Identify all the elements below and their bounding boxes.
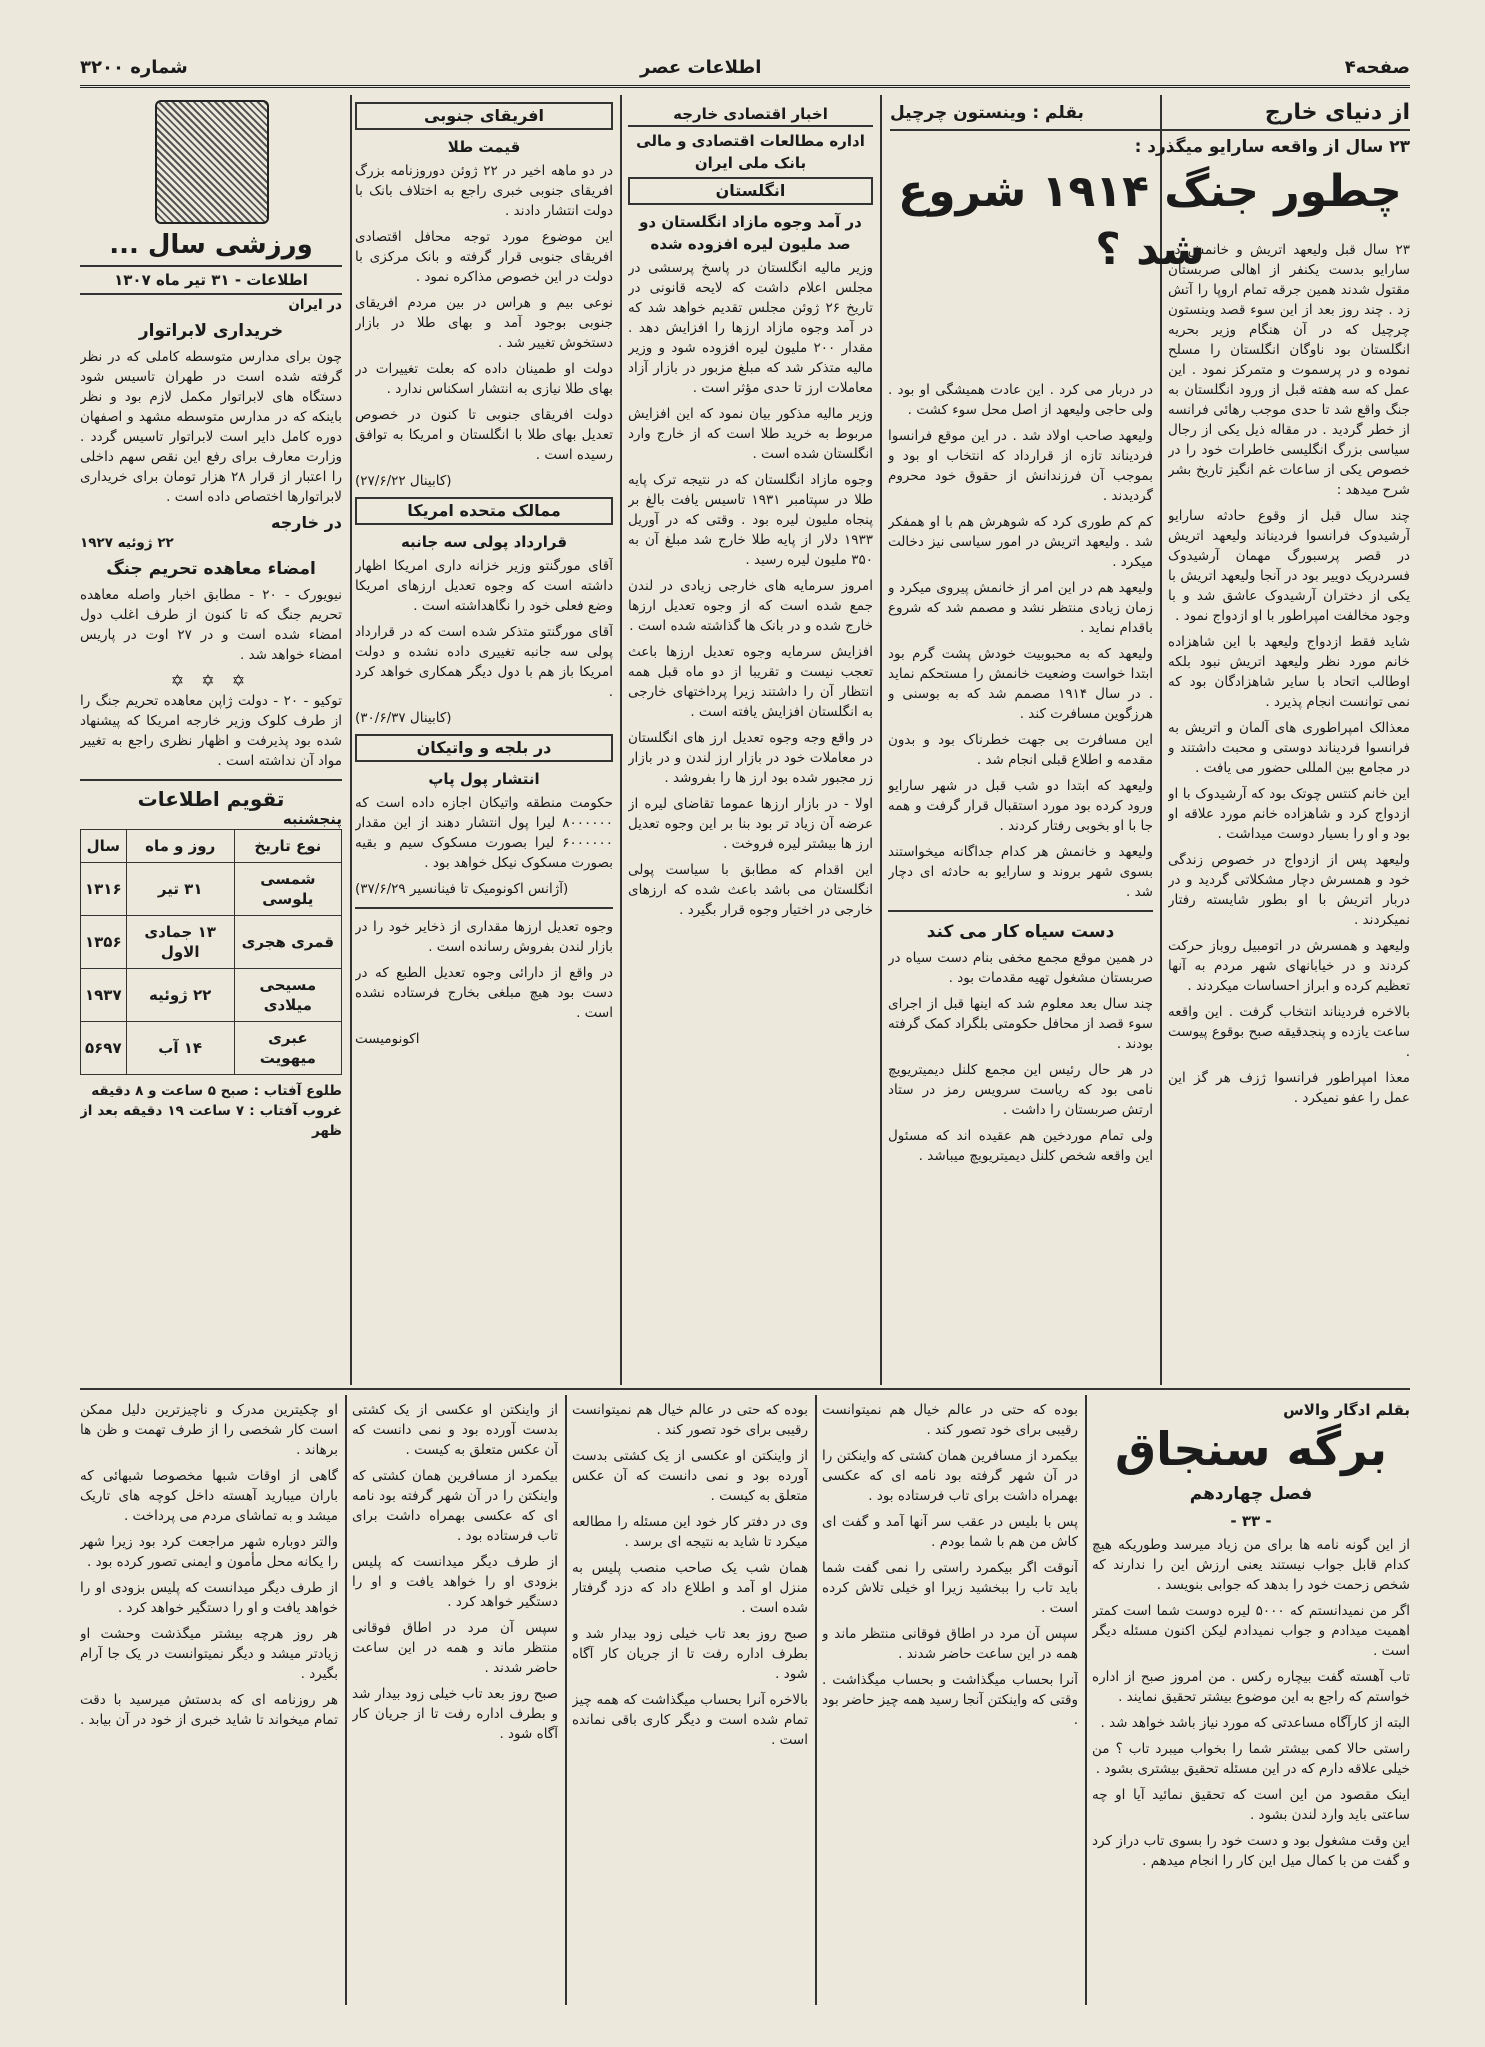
article-headline: چطور جنگ ۱۹۱۴ شروع شد ؟: [898, 166, 1402, 275]
paragraph: چند سال بعد معلوم شد که اینها قبل از اجرای سوء قصد از محافل حکومتی بلگراد کمک گرفته بودند .: [888, 996, 1153, 1052]
table-cell: ۱۹۳۷: [81, 969, 127, 1022]
serial-author: بقلم ادگار والاس: [1283, 1401, 1410, 1419]
paragraph: توکیو - ۲۰ - دولت ژاپن معاهده تحریم جنگ را از طرف کلوک وزیر خارجه امریکا که پیشنهاد شده بود پذیرفت و اظهار نظری راجع به تغییر مواد آن نداشته است .: [80, 693, 342, 769]
paragraph: چند سال قبل از وقوع حادثه سارایو آرشیدوک فرانسوا فردیناند ولیعهد اتریش در قصر پرسبورگ مهمان آرشیدوک فسردریک دوییر بود در آنجا ولیعهد اتریش با یکی از دختران آرشیدوک عاشق شد و با وجود مخالفت امپراطور با او ازدواج نمود .: [1168, 508, 1410, 624]
table-cell: ۲۲ ژوئیه: [126, 969, 234, 1022]
sunset-time: غروب آفتاب : ۷ ساعت ۱۹ دقیقه بعد از ظهر: [80, 1103, 342, 1139]
paragraph: آنرا بحساب میگذاشت و بحساب میگذاشت . وقتی که واینکتن آنجا رسید همه چیز حاضر بود .: [822, 1672, 1078, 1728]
paragraph: آقای مورگنتو متذکر شده است که در قرارداد پولی سه جانبه تغییری داده نشده و دولت امریکا باز هم با دول دیگر همکاری خواهد کرد .: [355, 624, 613, 700]
calendar-title: تقویم اطلاعات: [137, 787, 285, 811]
paragraph: هر روزنامه ای که بدستش میرسید با دقت تمام میخواند تا شاید خبری از خود در آن بیابد .: [80, 1692, 338, 1728]
table-row: [81, 1022, 342, 1075]
table-cell: عبری میهویت: [234, 1022, 341, 1075]
archive-column: [80, 225, 342, 1385]
article-headline: خریداری لابراتوار: [138, 321, 284, 341]
paragraph: از واینکتن او عکسی از یک کشتی بدست آورده بود و نمی دانست که آن عکس متعلق به کیست .: [352, 1402, 558, 1458]
table-cell: ۱۳ جمادی الاول: [126, 916, 234, 969]
paragraph: بیکمرد از مسافرین همان کشتی که واینکتن را در آن شهر گرفته بود نامه ای که عکسی بهمراه داشت برای تاب فرستاده بود .: [822, 1448, 1078, 1504]
country-label: در بلجه و واتیکان: [355, 734, 613, 762]
paragraph: بالاخره آنرا بحساب میگذاشت که همه چیز تمام شده است و دیگر کاری باقی نمانده است .: [572, 1692, 808, 1748]
paragraph: از طرف دیگر میدانست که پلیس بزودی او را خواهد یافت و او را دستگیر خواهد کرد .: [80, 1580, 338, 1616]
source-note: (کابینال ۳۰/۶/۳۷): [355, 710, 452, 726]
paragraph: از طرف دیگر میدانست که پلیس بزودی او را خواهد یافت و او را دستگیر خواهد کرد .: [352, 1554, 558, 1610]
churchill-column-1: [1168, 240, 1410, 1380]
paragraph: سپس آن مرد در اطاق فوقانی منتظر ماند و همه در این ساعت حاضر شدند .: [822, 1626, 1078, 1662]
article-headline: در آمد وجوه مازاد انگلستان دو صد ملیون لیره افزوده شده: [639, 213, 862, 253]
paragraph: ولیعهد و همسرش در اتومبیل روباز حرکت کردند و در خیابانهای شهر مردم به آنها تعظیم کرده و ابراز احساسات میکردند .: [1168, 938, 1410, 994]
table-row: [81, 969, 342, 1022]
paragraph: در دربار می کرد . این عادت همیشگی او بود . ولی حاجی ولیعهد از اصل محل سوء کشت .: [888, 382, 1153, 418]
paragraph: حکومت منطقه واتیکان اجازه داده است که ۸۰۰۰۰۰۰ لیرا پول انتشار دهند از این مقدار ۶۰۰۰۰۰۰ لیرا بصورت مسکوک سیم و بقیه بصورت مسکوک نیکل خواهد بود .: [355, 795, 613, 871]
paragraph: بالاخره فردیناند انتخاب گرفت . این واقعه ساعت یازده و پنجدقیقه صبح بوقوع پیوست .: [1168, 1004, 1410, 1060]
economy-world-column: [355, 100, 613, 1380]
paragraph: نیویورک - ۲۰ - مطابق اخبار واصله معاهده تحریم جنگ که تا کنون از طرف اغلب دول امضاء شده است و در ۲۷ اوت در پاریس امضاء خواهد شد .: [80, 587, 342, 663]
paragraph: ۲۳ سال قبل ولیعهد اتریش و خانمش در سارایو بدست یکنفر از اهالی صربستان مقتول شدند همین جرقه تمام اروپا را آتش زد . چند روز بعد از این سوء قصد وینستون چرچیل که در آن هنگام وزیر بحریه انگلستان بود ناوگان انگلستان را مسلح نموده و در پرسموت و متمرکز نمود . این عمل که سه هفته قبل از ورود انگلستان به جنگ واقع شد تا حدی موجب رهائی فرانسه از خطر گردید . در مقاله ذیل یکی از رجال سیاسی بزرگ انگلیسی خاطرات خود را در خصوص یکی از ساعات غم انگیز تاریخ بشر شرح میدهد :: [1168, 242, 1410, 498]
table-row: [81, 863, 342, 916]
paragraph: در واقع از دارائی وجوه تعدیل الطبع که در دست بود هیچ مبلغی بخارج فرستاده نشده است .: [355, 965, 613, 1021]
section-title: اخبار اقتصادی خارجه: [628, 103, 873, 127]
paragraph: وی در دفتر کار خود این مسئله را مطالعه میکرد تا شاید به نتیجه ای برسد .: [572, 1514, 808, 1550]
serial-number: - ۳۳ -: [1230, 1512, 1272, 1530]
paragraph: تاب آهسته گفت بیچاره رکس . من امروز صبح از اداره خواستم که راجع به این موضوع بیشتر تحقیق نمایند .: [1092, 1669, 1410, 1705]
paragraph: هر روز هرچه بیشتر میگذشت وحشت او زیادتر میشد و دیگر نمیتوانست در یک جا آرام بگیرد .: [80, 1626, 338, 1682]
paragraph: این خانم کنتس چوتک بود که آرشیدوک با او ازدواج کرد و شاهزاده خانم مورد علاقه او بود و او را بسیار دوست میداشت .: [1168, 786, 1410, 842]
table-cell: ۵۶۹۷: [81, 1022, 127, 1075]
serial-column-4: [80, 1400, 338, 2005]
paragraph: ولیعهد هم در این امر از خانمش پیروی میکرد و زمان زیادی منتظر نشد و مصمم شد که شروع باقدام نماید .: [888, 580, 1153, 636]
country-label: افریقای جنوبی: [355, 102, 613, 130]
serial-column-2: [822, 1400, 1078, 2005]
page-number: صفحه۴: [1344, 57, 1410, 78]
article-headline: امضاء معاهده تحریم جنگ: [106, 559, 316, 579]
dateline: اطلاعات - ۳۱ تیر ماه ۱۳۰۷: [80, 265, 342, 295]
paragraph: از واینکتن او عکسی از یک کشتی بدست آورده بود و نمی دانست که آن عکس متعلق به کیست .: [572, 1448, 808, 1504]
paragraph: نوعی بیم و هراس در بین مردم افریقای جنوبی بوجود آمد و بهای طلا در بازار دستخوش تغییر شد .: [355, 295, 613, 351]
column-rule: [345, 1395, 347, 2005]
table-cell: شمسی یلوسی: [234, 863, 341, 916]
paragraph: افزایش سرمایه وجوه تعدیل ارزها باعث تعجب نیست و تقریبا از دو ماه قبل همه انتظار آن را داشتند زیرا پرداختهای خارجی به انگلستان افزایش یافته است .: [628, 644, 873, 720]
paragraph: صبح روز بعد تاب خیلی زود بیدار شد و بطرف اداره رفت تا از جریان کار آگاه شود .: [352, 1686, 558, 1742]
paragraph: ولیعهد صاحب اولاد شد . در این موقع فرانسوا فردیناند تازه از قرارداد که انتخاب او بود و بموجب آن فرزندانش از حقوق خود محروم گردیدند .: [888, 428, 1153, 504]
paragraph: ولیعهد که ابتدا دو شب قبل در شهر سارایو ورود کرده بود مورد استقبال قرار گرفت و همه جا با او بخوبی رفتار کردند .: [888, 778, 1153, 834]
paragraph: وجوه مازاد انگلستان که در نتیجه ترک پایه طلا در سپتامبر ۱۹۳۱ تاسیس یافت بالغ بر پنجاه ملیون لیره بود . وقتی که در آوریل ۱۹۳۳ دلار از پایه طلا خارج شد مبلغ آن به ۳۵۰ ملیون لیره رسید .: [628, 472, 873, 568]
paragraph: دولت افریقای جنوبی تا کنون در خصوص تعدیل بهای طلا با انگلستان و امریکا به توافق رسیده است .: [355, 407, 613, 463]
paragraph: این مسافرت بی جهت خطرناک بود و بدون مقدمه و اطلاع قبلی انجام شد .: [888, 732, 1153, 768]
banner-title: ورزشی سال ...: [109, 230, 313, 260]
paragraph: اولا - در بازار ارزها عموما تقاضای لیره از عرضه آن زیاد تر بود بنا بر این وجوه تعدیل ارز ها بیشتر لیره فروخت .: [628, 796, 873, 852]
economy-england-column: [628, 100, 873, 1380]
paragraph: وزیر مالیه مذکور بیان نمود که این افزایش مربوط به خرید طلا است که از خارج وارد انگلستان شده است .: [628, 406, 873, 462]
country-label: انگلستان: [628, 177, 873, 205]
paragraph: از این گونه نامه ها برای من زیاد میرسد وطوریکه هیچ کدام قابل جواب نیستند یعنی ارزش این را ندارند که شخص زحمت خود را بدهد که جوابی بنویسد .: [1092, 1537, 1410, 1593]
reader-illustration: [155, 100, 269, 224]
paragraph: در واقع وجه وجوه تعدیل ارز های انگلستان در معاملات خود در بازار ارز لندن و در بازار زر مجبور شده بود ارز ها را بفروشد .: [628, 730, 873, 786]
paragraph: این موضوع مورد توجه محافل اقتصادی افریقای جنوبی قرار گرفته و بانک مرکزی با دولت در این خصوص مذاکره نمود .: [355, 229, 613, 285]
paragraph: پس با بلیس در عقب سر آنها آمد و گفت ای کاش من هم با شما بودم .: [822, 1514, 1078, 1550]
paragraph: البته از کارآگاه مساعدتی که مورد نیاز باشد خواهد شد .: [1100, 1715, 1410, 1731]
paragraph: در همین موقع مجمع مخفی بنام دست سیاه در صربستان مشغول تهیه مقدمات بود .: [888, 950, 1153, 986]
paragraph: همان شب یک صاحب منصب پلیس به منزل او آمد و اطلاع داد که دزد گرفتار شده است .: [572, 1560, 808, 1616]
country-label: ممالک متحده امریکا: [355, 497, 613, 525]
source-note: اکونومیست: [355, 1031, 420, 1047]
paragraph: والتر دوباره شهر مراجعت کرد بود زیرا شهر را یکانه محل مأمون و ایمنی تصور کرده بود .: [80, 1534, 338, 1570]
source-note: (آژانس اکونومیک تا فینانسیر ۳۷/۶/۲۹): [355, 881, 569, 897]
table-header: روز و ماه: [126, 830, 234, 863]
sunrise-time: طلوع آفتاب : صبح ۵ ساعت و ۸ دقیقه: [91, 1083, 342, 1099]
table-cell: ۱۳۱۶: [81, 863, 127, 916]
paragraph: اینک مقصود من این است که تحقیق نمائید آیا او چه ساعتی باید وارد لندن بشود .: [1092, 1787, 1410, 1823]
serial-column-5: [352, 1400, 558, 2005]
column-rule: [620, 95, 622, 1385]
paragraph: معذا امپراطور فرانسوا ژزف هر گز این عمل را عفو نمیکرد .: [1168, 1070, 1410, 1106]
paragraph: بوده که حتی در عالم خیال هم نمیتوانست رقیبی برای خود تصور کند .: [572, 1402, 808, 1438]
star-ornament: ✡ ✡ ✡: [170, 671, 252, 690]
paragraph: این اقدام که مطابق با سیاست پولی انگلستان می باشد باعث شده که ارزهای خارجی در اختیار وجوه قرار بگیرد .: [628, 862, 873, 918]
paragraph: راستی حالا کمی بیشتر شما را بخواب میبرد تاب ؟ من خیلی علاقه دارم که در این مسئله تحقیق بیشتری بشود .: [1092, 1741, 1410, 1777]
subheading: دست سیاه کار می کند: [926, 922, 1115, 942]
section-divider: [80, 1388, 1410, 1390]
table-cell: قمری هجری: [234, 916, 341, 969]
paragraph: این وقت مشغول بود و دست خود را بسوی تاب دراز کرد و گفت من با کمال میل این کار را انجام میدهم .: [1092, 1833, 1410, 1869]
paragraph: شاید فقط ازدواج ولیعهد با این شاهزاده خانم مورد نظر ولیعهد اتریش نبود بلکه اوطالب اتحاد با سایر شاهزادگان بود که نمی توانست انجام پذیرد .: [1168, 634, 1410, 710]
paragraph: بیکمرد از مسافرین همان کشتی که واینکتن را در آن شهر گرفته بود نامه ای که عکسی بهمراه داشت برای تاب فرستاده بود .: [352, 1468, 558, 1544]
serial-column-3: [572, 1400, 808, 2005]
paragraph: وجوه تعدیل ارزها مقداری از ذخایر خود را در بازار لندن بفروش رسانده است .: [355, 919, 613, 955]
paragraph: ولیعهد و خانمش هر کدام جداگانه میخواستند بسوی شهر بروند و سارایو به حادثه ای دچار شد .: [888, 844, 1153, 900]
paragraph: ولیعهد پس از ازدواج در خصوص زندگی خود و همسرش دچار مشکلاتی گردید و در دربار اتریش با او بطور شایسته رفتار نمیکردند .: [1168, 852, 1410, 928]
dateline: ۲۲ ژوئیه ۱۹۲۷: [80, 535, 174, 551]
article-author: بقلم : وینستون چرچیل: [890, 102, 1084, 123]
column-rule: [1085, 1395, 1087, 2005]
serial-title: برگه سنجاق: [1114, 1422, 1388, 1476]
paragraph: گاهی از اوقات شبها مخصوصا شبهائی که باران میبارید آهسته داخل کوچه های تاریک میشد و به تماشای مردم می پرداخت .: [80, 1468, 338, 1524]
article-headline: انتشار پول پاپ: [428, 770, 540, 788]
calendar-day: پنجشنبه: [282, 810, 342, 828]
article-subtitle: ۲۳ سال از واقعه سارایو میگذرد :: [1134, 137, 1410, 157]
paragraph: صبح روز بعد تاب خیلی زود بیدار شد و بطرف اداره رفت تا از جریان کار آگاه شود .: [572, 1626, 808, 1682]
paragraph: در دو ماهه اخیر در ۲۲ ژوئن دوروزنامه بزرگ افریقای جنوبی خبری راجع به اختلاف بانک با دولت انتشار دادند .: [355, 163, 613, 219]
table-cell: ۱۴ آب: [126, 1022, 234, 1075]
table-row: [81, 916, 342, 969]
section-label: در خارجه: [271, 513, 342, 532]
serial-column-1: [1092, 1400, 1410, 2005]
issue-number: شماره ۳۲۰۰: [80, 57, 188, 78]
paragraph: معذالک امپراطوری های آلمان و اتریش به فرانسوا فردیناند دوستی و محبت داشتند و در مجامع بین المللی حضور می یافت .: [1168, 720, 1410, 776]
table-header: نوع تاریخ: [234, 830, 341, 863]
paragraph: امروز سرمایه های خارجی زیادی در لندن جمع شده است که از وجوه تعدیل ارزها خارج شده و در بانک ها گذاشته شده است .: [628, 578, 873, 634]
paragraph: در هر حال رئیس این مجمع کلنل دیمیتریویچ نامی بود که ریاست سرویس رمز در ستاد ارتش صربستان را داشت .: [888, 1062, 1153, 1118]
paragraph: آقای مورگنتو وزیر خزانه داری امریکا اظهار داشته است که وجوه تعدیل ارزهای امریکا وضع فعلی خود را نگاهداشته است .: [355, 558, 613, 614]
column-rule: [815, 1395, 817, 2005]
churchill-column-2: [888, 380, 1153, 1380]
paragraph: ولی تمام موردخین هم عقیده اند که مسئول این واقعه شخص کلنل دیمیتریویچ میباشد .: [888, 1128, 1153, 1164]
paragraph: وزیر مالیه انگلستان در پاسخ پرسشی در مجلس اعلام داشت که لایحه قانونی در تاریخ ۲۶ ژوئن مجلس تقدیم خواهد شد که در آمد وجوه مازاد ارزها را افزایش دهد . مقدار ۲۰۰ ملیون لیره افزوده شود و وزیر مالیه متذکر شد که مبلغ مزبور در بازار آزاد معاملات ارز تا حدی مؤثر است .: [628, 260, 873, 396]
table-header: سال: [81, 830, 127, 863]
serial-chapter: فصل چهاردهم: [1189, 1484, 1313, 1504]
paragraph: آنوقت اگر بیکمرد راستی را نمی گفت شما باید تاب را ببخشید زیرا او خیلی تلاش کرده است .: [822, 1560, 1078, 1616]
newspaper-name: اطلاعات عصر: [640, 57, 762, 78]
page-header: [80, 55, 1410, 88]
article-headline: قیمت طلا: [447, 138, 521, 156]
paragraph: کم کم طوری کرد که شوهرش هم با او همفکر شد . ولیعهد اتریش در امور سیاسی نیز دخالت میکرد .: [888, 514, 1153, 570]
table-cell: ۱۳۵۶: [81, 916, 127, 969]
paragraph: دولت او طمینان داده که بعلت تغییرات در بهای طلا نیازی به انتشار اسکناس ندارد .: [355, 361, 613, 397]
section-title: از دنیای خارج: [1264, 100, 1410, 125]
section-label: در ایران: [288, 297, 342, 313]
paragraph: بوده که حتی در عالم خیال هم نمیتوانست رقیبی برای خود تصور کند .: [822, 1402, 1078, 1438]
column-rule: [880, 95, 882, 1385]
paragraph: سپس آن مرد در اطاق فوقانی منتظر ماند و همه در این ساعت حاضر شدند .: [352, 1620, 558, 1676]
paragraph: اگر من نمیدانستم که ۵۰۰۰ لیره دوست شما است کمتر اهمیت میدادم و جواب نمیدادم لیکن اکنون مسئله دیگر است .: [1092, 1603, 1410, 1659]
paragraph: او چکیترین مدرک و ناچیزترین دلیل ممکن است کار شخصی را از طرف تهمت و ظن ها برهاند .: [80, 1402, 338, 1458]
column-rule: [565, 1395, 567, 2005]
vintage-illustration: [155, 100, 340, 230]
paragraph: چون برای مدارس متوسطه کاملی که در نظر گرفته شده است در طهران تاسیس شود دستگاه های لابراتوار مکمل لازم بود و نظر باینکه که در مدارس متوسطه مشهد و اصفهان دوره کامل دایر است لابراتوار تاسیس گردد . وزارت معارف برای رفع این نقص سهم داخلی را اعتبار از قرار ۲۸ هزار تومان برای خریداری لابراتوارها اختصاص داده است .: [80, 349, 342, 505]
column-rule: [350, 95, 352, 1385]
paragraph: ولیعهد که به محبوبیت خودش پشت گرم بود ابتدا خواست وضعیت خانمش را مستحکم نماید . در سال ۱۹۱۴ مصمم شد که به بوسنی و هرزگوین مسافرت کند .: [888, 646, 1153, 722]
calendar-table: [80, 829, 342, 1075]
table-cell: ۳۱ تیر: [126, 863, 234, 916]
section-subtitle: اداره مطالعات اقتصادی و مالی بانک ملی ایران: [636, 132, 865, 172]
source-note: (کابینال ۲۷/۶/۲۲): [355, 473, 452, 489]
table-cell: مسیحی میلادی: [234, 969, 341, 1022]
article-headline: قرارداد پولی سه جانبه: [400, 533, 568, 551]
